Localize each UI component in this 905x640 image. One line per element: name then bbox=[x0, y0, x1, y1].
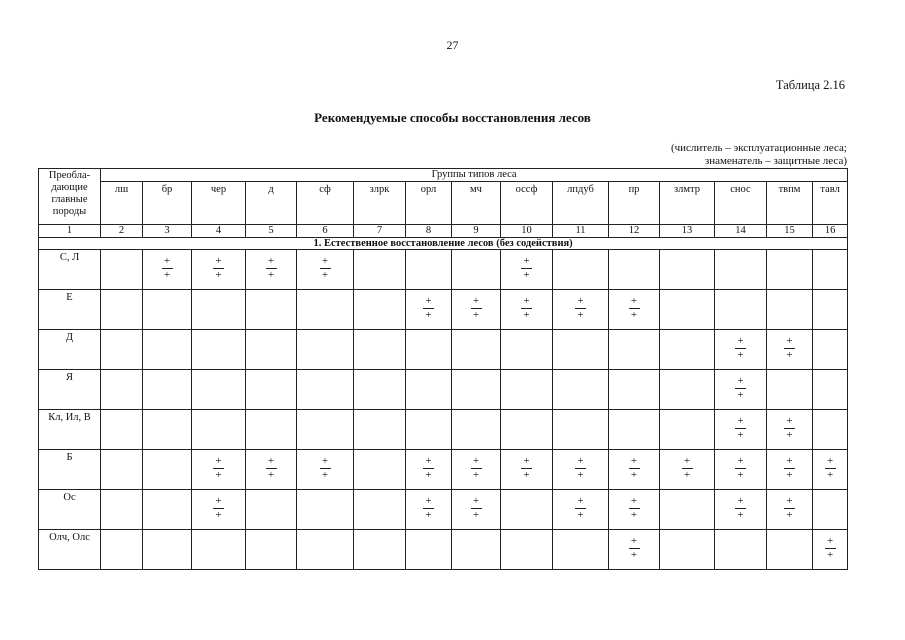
table-cell bbox=[143, 410, 192, 450]
table-cell bbox=[406, 330, 452, 370]
table-cell bbox=[406, 530, 452, 570]
plus-fraction-mark bbox=[825, 536, 836, 561]
table-cell bbox=[553, 530, 609, 570]
species-cell: Олч, Олс bbox=[39, 530, 101, 570]
mark-denominator: + bbox=[683, 469, 691, 481]
table-cell bbox=[101, 490, 143, 530]
table-cell bbox=[813, 250, 848, 290]
mark-numerator: + bbox=[786, 335, 793, 347]
table-cell bbox=[143, 330, 192, 370]
plus-fraction-mark bbox=[735, 456, 746, 481]
column-header: мч bbox=[452, 182, 501, 225]
mark-numerator: + bbox=[321, 455, 329, 467]
species-cell: Я bbox=[39, 370, 101, 410]
plus-fraction-mark bbox=[423, 496, 434, 521]
mark-numerator: + bbox=[523, 295, 530, 307]
mark-denominator: + bbox=[786, 509, 793, 521]
plus-fraction-mark bbox=[213, 496, 224, 521]
column-number: 8 bbox=[406, 225, 452, 238]
mark-numerator: + bbox=[786, 455, 793, 467]
column-number: 12 bbox=[609, 225, 660, 238]
plus-fraction-mark bbox=[266, 456, 277, 481]
table-cell bbox=[553, 250, 609, 290]
plus-fraction-mark bbox=[735, 496, 746, 521]
table-cell bbox=[297, 250, 354, 290]
mark-denominator: + bbox=[215, 269, 222, 281]
table-cell bbox=[101, 330, 143, 370]
mark-numerator: + bbox=[630, 455, 638, 467]
table-cell bbox=[660, 410, 715, 450]
table-cell bbox=[715, 410, 767, 450]
section-row bbox=[39, 238, 848, 250]
table-cell bbox=[452, 250, 501, 290]
mark-denominator: + bbox=[630, 469, 638, 481]
mark-numerator: + bbox=[523, 255, 530, 267]
table-cell bbox=[501, 330, 553, 370]
table-cell bbox=[143, 250, 192, 290]
table-cell bbox=[767, 250, 813, 290]
plus-fraction-mark bbox=[266, 256, 277, 281]
mark-denominator: + bbox=[267, 269, 275, 281]
plus-fraction-mark bbox=[629, 456, 640, 481]
mark-denominator: + bbox=[577, 469, 584, 481]
mark-denominator: + bbox=[786, 349, 793, 361]
mark-numerator: + bbox=[267, 455, 275, 467]
table-cell bbox=[297, 330, 354, 370]
table-cell bbox=[609, 370, 660, 410]
table-cell bbox=[452, 450, 501, 490]
table-cell bbox=[813, 450, 848, 490]
table-row bbox=[39, 290, 848, 330]
table-cell bbox=[501, 250, 553, 290]
table-cell bbox=[501, 370, 553, 410]
mark-numerator: + bbox=[737, 455, 744, 467]
mark-denominator: + bbox=[737, 429, 744, 441]
column-header: лш bbox=[101, 182, 143, 225]
plus-fraction-mark bbox=[521, 456, 532, 481]
table-row bbox=[39, 370, 848, 410]
column-header: злмтр bbox=[660, 182, 715, 225]
column-header: твпм bbox=[767, 182, 813, 225]
note-line: (числитель – эксплуатационные леса; bbox=[670, 142, 847, 154]
plus-fraction-mark bbox=[423, 296, 434, 321]
table-cell bbox=[767, 330, 813, 370]
plus-fraction-mark bbox=[320, 256, 331, 281]
mark-numerator: + bbox=[163, 255, 171, 267]
table-cell bbox=[501, 530, 553, 570]
species-cell: Б bbox=[39, 450, 101, 490]
species-cell: Ос bbox=[39, 490, 101, 530]
column-header: злрк bbox=[354, 182, 406, 225]
table-cell bbox=[660, 370, 715, 410]
table-cell bbox=[406, 450, 452, 490]
table-cell bbox=[813, 370, 848, 410]
column-header: снос bbox=[715, 182, 767, 225]
mark-numerator: + bbox=[472, 495, 480, 507]
table-cell bbox=[660, 530, 715, 570]
column-number: 13 bbox=[660, 225, 715, 238]
mark-numerator: + bbox=[425, 455, 432, 467]
table-cell bbox=[406, 490, 452, 530]
mark-numerator: + bbox=[267, 255, 275, 267]
table-cell bbox=[609, 450, 660, 490]
plus-fraction-mark bbox=[735, 376, 746, 401]
plus-fraction-mark bbox=[213, 456, 224, 481]
table-cell bbox=[354, 370, 406, 410]
table-cell bbox=[192, 250, 246, 290]
table-cell bbox=[609, 530, 660, 570]
table-cell bbox=[406, 410, 452, 450]
mark-numerator: + bbox=[472, 295, 480, 307]
table-cell bbox=[192, 330, 246, 370]
mark-numerator: + bbox=[826, 455, 834, 467]
table-cell bbox=[501, 450, 553, 490]
mark-numerator: + bbox=[630, 495, 638, 507]
table-cell bbox=[767, 370, 813, 410]
plus-fraction-mark bbox=[784, 336, 795, 361]
mark-numerator: + bbox=[523, 455, 530, 467]
table-cell bbox=[767, 450, 813, 490]
table-cell bbox=[297, 370, 354, 410]
table-cell bbox=[501, 490, 553, 530]
table-cell bbox=[246, 250, 297, 290]
species-cell: Д bbox=[39, 330, 101, 370]
plus-fraction-mark bbox=[575, 456, 586, 481]
plus-fraction-mark bbox=[471, 296, 482, 321]
column-number: 7 bbox=[354, 225, 406, 238]
plus-fraction-mark bbox=[213, 256, 224, 281]
table-cell bbox=[406, 290, 452, 330]
header-row-columns bbox=[39, 182, 848, 225]
column-number-row bbox=[39, 225, 848, 238]
row-header-line: Преобла- bbox=[48, 170, 91, 181]
mark-denominator: + bbox=[425, 309, 432, 321]
mark-denominator: + bbox=[786, 469, 793, 481]
table-cell bbox=[553, 410, 609, 450]
mark-denominator: + bbox=[472, 469, 480, 481]
mark-denominator: + bbox=[215, 469, 222, 481]
table-cell bbox=[192, 450, 246, 490]
mark-numerator: + bbox=[577, 495, 584, 507]
mark-numerator: + bbox=[577, 295, 584, 307]
mark-numerator: + bbox=[630, 535, 638, 547]
table-cell bbox=[715, 450, 767, 490]
table-cell bbox=[143, 490, 192, 530]
mark-numerator: + bbox=[737, 415, 744, 427]
plus-fraction-mark bbox=[162, 256, 173, 281]
plus-fraction-mark bbox=[735, 416, 746, 441]
table-cell bbox=[192, 370, 246, 410]
table-cell bbox=[715, 370, 767, 410]
mark-denominator: + bbox=[163, 269, 171, 281]
column-number: 9 bbox=[452, 225, 501, 238]
plus-fraction-mark bbox=[784, 496, 795, 521]
column-number: 2 bbox=[101, 225, 143, 238]
table-cell bbox=[406, 370, 452, 410]
mark-numerator: + bbox=[425, 495, 432, 507]
table-cell bbox=[767, 410, 813, 450]
table-cell bbox=[501, 290, 553, 330]
mark-denominator: + bbox=[630, 509, 638, 521]
column-header: чер bbox=[192, 182, 246, 225]
mark-denominator: + bbox=[321, 269, 329, 281]
note-line: знаменатель – защитные леса) bbox=[704, 155, 847, 167]
table-cell bbox=[192, 410, 246, 450]
table-cell bbox=[192, 490, 246, 530]
table-cell bbox=[813, 490, 848, 530]
table-cell bbox=[553, 330, 609, 370]
column-number: 4 bbox=[192, 225, 246, 238]
table-cell bbox=[813, 410, 848, 450]
column-number: 16 bbox=[813, 225, 848, 238]
mark-numerator: + bbox=[630, 295, 638, 307]
table-cell bbox=[767, 490, 813, 530]
row-header-line: главные bbox=[51, 194, 88, 205]
mark-denominator: + bbox=[523, 309, 530, 321]
plus-fraction-mark bbox=[629, 296, 640, 321]
table-cell bbox=[354, 330, 406, 370]
header-row-groups bbox=[39, 169, 848, 182]
plus-fraction-mark bbox=[784, 456, 795, 481]
plus-fraction-mark bbox=[471, 456, 482, 481]
table-cell bbox=[297, 450, 354, 490]
table-cell bbox=[660, 330, 715, 370]
mark-numerator: + bbox=[577, 455, 584, 467]
mark-numerator: + bbox=[472, 455, 480, 467]
mark-denominator: + bbox=[630, 309, 638, 321]
plus-fraction-mark bbox=[521, 296, 532, 321]
table-cell bbox=[354, 250, 406, 290]
table-cell bbox=[609, 490, 660, 530]
mark-numerator: + bbox=[425, 295, 432, 307]
species-cell: Е bbox=[39, 290, 101, 330]
table-cell bbox=[192, 530, 246, 570]
plus-fraction-mark bbox=[629, 536, 640, 561]
table-cell bbox=[246, 290, 297, 330]
mark-denominator: + bbox=[577, 309, 584, 321]
table-cell bbox=[246, 450, 297, 490]
table-note bbox=[671, 142, 847, 168]
plus-fraction-mark bbox=[682, 456, 693, 481]
table-cell bbox=[101, 370, 143, 410]
table-cell bbox=[246, 410, 297, 450]
restoration-methods-table bbox=[38, 168, 848, 570]
mark-denominator: + bbox=[826, 469, 834, 481]
mark-numerator: + bbox=[215, 255, 222, 267]
column-header: пр bbox=[609, 182, 660, 225]
table-cell bbox=[452, 290, 501, 330]
table-cell bbox=[660, 250, 715, 290]
table-cell bbox=[246, 370, 297, 410]
table-cell bbox=[609, 410, 660, 450]
column-header: оссф bbox=[501, 182, 553, 225]
mark-denominator: + bbox=[737, 349, 744, 361]
table-cell bbox=[297, 490, 354, 530]
table-cell bbox=[609, 250, 660, 290]
mark-numerator: + bbox=[321, 255, 329, 267]
column-number: 15 bbox=[767, 225, 813, 238]
column-number: 5 bbox=[246, 225, 297, 238]
table-cell bbox=[501, 410, 553, 450]
table-cell bbox=[660, 290, 715, 330]
plus-fraction-mark bbox=[575, 296, 586, 321]
table-cell bbox=[143, 290, 192, 330]
section-title: 1. Естественное восстановление лесов (без содействия) bbox=[39, 238, 848, 250]
mark-numerator: + bbox=[826, 535, 834, 547]
table-cell bbox=[715, 330, 767, 370]
mark-numerator: + bbox=[737, 375, 744, 387]
column-number: 6 bbox=[297, 225, 354, 238]
table-cell bbox=[101, 450, 143, 490]
mark-denominator: + bbox=[215, 509, 222, 521]
table-cell bbox=[101, 530, 143, 570]
table-cell bbox=[406, 250, 452, 290]
table-cell bbox=[553, 370, 609, 410]
row-header-cell bbox=[39, 169, 101, 225]
mark-denominator: + bbox=[267, 469, 275, 481]
table-title: Рекомендуемые способы восстановления лесов bbox=[314, 110, 591, 125]
table-cell bbox=[354, 530, 406, 570]
table-cell bbox=[609, 290, 660, 330]
plus-fraction-mark bbox=[825, 456, 836, 481]
table-cell bbox=[246, 490, 297, 530]
column-number: 10 bbox=[501, 225, 553, 238]
page-number: 27 bbox=[446, 38, 459, 52]
table-row bbox=[39, 490, 848, 530]
table-cell bbox=[246, 330, 297, 370]
table-cell bbox=[715, 490, 767, 530]
table-cell bbox=[767, 530, 813, 570]
mark-denominator: + bbox=[737, 389, 744, 401]
table-cell bbox=[297, 530, 354, 570]
mark-denominator: + bbox=[472, 309, 480, 321]
mark-denominator: + bbox=[577, 509, 584, 521]
mark-denominator: + bbox=[786, 429, 793, 441]
table-cell bbox=[609, 330, 660, 370]
mark-denominator: + bbox=[523, 269, 530, 281]
table-cell bbox=[553, 290, 609, 330]
mark-numerator: + bbox=[683, 455, 691, 467]
table-cell bbox=[715, 290, 767, 330]
plus-fraction-mark bbox=[423, 456, 434, 481]
mark-numerator: + bbox=[737, 335, 744, 347]
mark-denominator: + bbox=[826, 549, 834, 561]
column-number: 14 bbox=[715, 225, 767, 238]
mark-denominator: + bbox=[425, 509, 432, 521]
column-number: 3 bbox=[143, 225, 192, 238]
table-cell bbox=[452, 530, 501, 570]
mark-denominator: + bbox=[425, 469, 432, 481]
row-header-line: дающие bbox=[51, 182, 88, 193]
table-cell bbox=[297, 410, 354, 450]
plus-fraction-mark bbox=[629, 496, 640, 521]
table-cell bbox=[143, 530, 192, 570]
mark-denominator: + bbox=[472, 509, 480, 521]
column-header: д bbox=[246, 182, 297, 225]
table-cell bbox=[452, 370, 501, 410]
species-cell: Кл, Ил, В bbox=[39, 410, 101, 450]
table-row bbox=[39, 330, 848, 370]
group-header: Группы типов леса bbox=[101, 169, 848, 182]
table-cell bbox=[452, 330, 501, 370]
column-number: 1 bbox=[39, 225, 101, 238]
plus-fraction-mark bbox=[784, 416, 795, 441]
table-cell bbox=[553, 490, 609, 530]
table-cell bbox=[715, 530, 767, 570]
table-cell bbox=[354, 490, 406, 530]
table-cell bbox=[354, 450, 406, 490]
column-header: бр bbox=[143, 182, 192, 225]
table-cell bbox=[297, 290, 354, 330]
table-row bbox=[39, 250, 848, 290]
mark-numerator: + bbox=[215, 495, 222, 507]
table-row bbox=[39, 410, 848, 450]
mark-denominator: + bbox=[630, 549, 638, 561]
table-cell bbox=[354, 410, 406, 450]
table-cell bbox=[143, 450, 192, 490]
mark-denominator: + bbox=[321, 469, 329, 481]
column-header: орл bbox=[406, 182, 452, 225]
table-cell bbox=[192, 290, 246, 330]
table-cell bbox=[101, 410, 143, 450]
table-cell bbox=[715, 250, 767, 290]
plus-fraction-mark bbox=[521, 256, 532, 281]
column-header: тавл bbox=[813, 182, 848, 225]
table-cell bbox=[767, 290, 813, 330]
table-label: Таблица 2.16 bbox=[775, 78, 845, 92]
table-cell bbox=[813, 290, 848, 330]
row-header-line: породы bbox=[52, 206, 87, 217]
table-cell bbox=[354, 290, 406, 330]
mark-numerator: + bbox=[215, 455, 222, 467]
plus-fraction-mark bbox=[735, 336, 746, 361]
table-cell bbox=[101, 290, 143, 330]
table-cell bbox=[813, 530, 848, 570]
table-cell bbox=[452, 490, 501, 530]
column-number: 11 bbox=[553, 225, 609, 238]
mark-denominator: + bbox=[523, 469, 530, 481]
table-cell bbox=[452, 410, 501, 450]
mark-numerator: + bbox=[786, 495, 793, 507]
table-cell bbox=[143, 370, 192, 410]
mark-numerator: + bbox=[786, 415, 793, 427]
table-cell bbox=[553, 450, 609, 490]
table-row bbox=[39, 530, 848, 570]
mark-numerator: + bbox=[737, 495, 744, 507]
mark-denominator: + bbox=[737, 509, 744, 521]
table-cell bbox=[246, 530, 297, 570]
plus-fraction-mark bbox=[471, 496, 482, 521]
table-cell bbox=[660, 450, 715, 490]
plus-fraction-mark bbox=[320, 456, 331, 481]
mark-denominator: + bbox=[737, 469, 744, 481]
table-row bbox=[39, 450, 848, 490]
column-header: лпдуб bbox=[553, 182, 609, 225]
table-cell bbox=[813, 330, 848, 370]
column-header: сф bbox=[297, 182, 354, 225]
table-cell bbox=[101, 250, 143, 290]
species-cell: С, Л bbox=[39, 250, 101, 290]
plus-fraction-mark bbox=[575, 496, 586, 521]
table-cell bbox=[660, 490, 715, 530]
